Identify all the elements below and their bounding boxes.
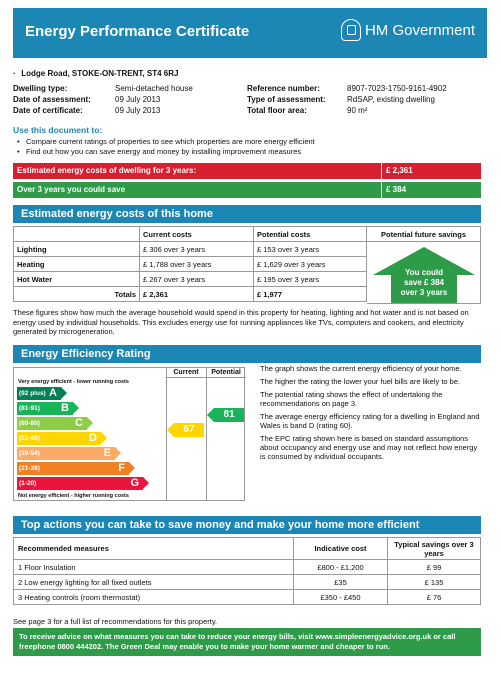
property-address <box>13 69 178 78</box>
band-range: (81-91) <box>19 404 40 412</box>
detail-value: Semi-detached house <box>115 84 193 93</box>
certificate-header <box>13 8 487 58</box>
rating-band-a <box>17 387 61 400</box>
savings-callout-line: save £ 384 <box>403 278 445 287</box>
table-header <box>14 227 140 242</box>
estimated-cost-value: £ 2,361 <box>381 163 413 179</box>
current-cost: £ 306 over 3 years <box>140 242 254 257</box>
costs-section-title: Estimated energy costs of this home <box>13 205 481 223</box>
efficient-caption: Very energy efficient - lower running costs <box>18 379 129 385</box>
rating-band-f <box>17 462 129 475</box>
eer-note: The average energy efficiency rating for a dwelling in England and Wales is band D (rating 60). <box>260 412 480 430</box>
property-details-left <box>13 84 193 117</box>
measure: 2 Low energy lighting for all fixed outlets <box>14 575 294 590</box>
table-header: Typical savings over 3 years <box>388 538 481 560</box>
certificate-date-row <box>13 106 193 117</box>
detail-value: RdSAP, existing dwelling <box>347 95 435 104</box>
typical-saving: £ 135 <box>388 575 481 590</box>
rating-band-e <box>17 447 115 460</box>
indicative-cost: £800 - £1,200 <box>294 560 388 575</box>
band-range: (39-54) <box>19 449 40 457</box>
savings-callout-line: You could <box>404 268 444 277</box>
detail-label: Type of assessment: <box>247 95 326 104</box>
rating-band-b <box>17 402 73 415</box>
indicative-cost: £35 <box>294 575 388 590</box>
savings-callout <box>389 268 459 298</box>
potential-column-header: Potential <box>206 368 246 378</box>
government-name: HM Government <box>364 21 475 39</box>
costs-explanation: These figures show how much the average household would spend in this property for heating, lighting and hot water and is not based on energy used by individual households. This excludes energy use for running appliances like TVs, computers and cookers, and electricity generated by microgeneration. <box>13 308 469 336</box>
use-document-list <box>17 137 315 157</box>
savings-label: Over 3 years you could save <box>17 185 126 194</box>
list-item: • Find out how you can save energy and money by installing improvement measures <box>17 147 315 157</box>
detail-label: Dwelling type: <box>13 84 68 93</box>
eer-note: The higher the rating the lower your fuel bills are likely to be. <box>260 377 461 386</box>
table-header-row <box>14 538 481 560</box>
assessment-date-row <box>13 95 193 106</box>
cost-category: Hot Water <box>14 272 140 287</box>
bullet-icon: · <box>13 69 16 78</box>
potential-cost: £ 153 over 3 years <box>254 242 367 257</box>
potential-savings-header: Potential future savings <box>367 227 480 242</box>
table-header: Potential costs <box>254 227 367 242</box>
rating-band-d <box>17 432 101 445</box>
current-column-header: Current <box>166 368 206 378</box>
energy-costs-table <box>13 226 367 302</box>
potential-rating-marker: 81 <box>214 408 244 422</box>
table-row <box>14 257 367 272</box>
table-header: Current costs <box>140 227 254 242</box>
current-cost: £ 267 over 3 years <box>140 272 254 287</box>
totals-label: Totals <box>14 287 140 302</box>
potential-cost: £ 195 over 3 years <box>254 272 367 287</box>
cost-category: Heating <box>14 257 140 272</box>
table-row <box>14 590 481 605</box>
measure: 3 Heating controls (room thermostat) <box>14 590 294 605</box>
see-page-note: See page 3 for a full list of recommendations for this property. <box>13 617 218 626</box>
rating-band-g <box>17 477 143 490</box>
actions-section-title: Top actions you can take to save money and make your home more efficient <box>13 516 481 534</box>
table-row <box>14 575 481 590</box>
assessment-type-row <box>247 95 447 106</box>
list-item: • Compare current ratings of properties to see which properties are more energy efficient <box>17 137 315 147</box>
detail-label: Date of certificate: <box>13 106 83 115</box>
band-range: (92 plus) <box>19 389 46 397</box>
band-letter: D <box>89 432 97 444</box>
column-divider <box>206 368 207 500</box>
table-header: Recommended measures <box>14 538 294 560</box>
potential-cost: £ 1,629 over 3 years <box>254 257 367 272</box>
band-range: (1-20) <box>19 479 37 487</box>
eer-notes <box>260 364 482 465</box>
inefficient-caption: Not energy efficient - higher running costs <box>18 493 129 499</box>
total-potential-cost: £ 1,977 <box>254 287 367 302</box>
table-header-row <box>14 227 367 242</box>
floor-area-row <box>247 106 447 117</box>
cost-category: Lighting <box>14 242 140 257</box>
detail-value: 90 m² <box>347 106 368 115</box>
measure: 1 Floor Insulation <box>14 560 294 575</box>
band-range: (55-68) <box>19 434 40 442</box>
band-letter: G <box>130 477 139 489</box>
savings-band <box>13 182 481 198</box>
band-letter: E <box>103 447 111 459</box>
detail-label: Date of assessment: <box>13 95 91 104</box>
band-range: (69-80) <box>19 419 40 427</box>
rating-band-c <box>17 417 87 430</box>
property-details-right <box>247 84 447 117</box>
detail-value: 09 July 2013 <box>115 95 161 104</box>
savings-value: £ 384 <box>381 182 406 198</box>
detail-label: Reference number: <box>247 84 320 93</box>
recommendations-table <box>13 537 481 605</box>
potential-savings-panel <box>367 226 481 304</box>
detail-value: 09 July 2013 <box>115 106 161 115</box>
current-rating-marker: 67 <box>174 423 204 437</box>
dwelling-type-row <box>13 84 193 95</box>
estimated-cost-label: Estimated energy costs of dwelling for 3 years: <box>17 166 197 175</box>
eer-note: The graph shows the current energy efficiency of your home. <box>260 364 462 373</box>
indicative-cost: £350 - £450 <box>294 590 388 605</box>
band-letter: F <box>118 462 125 474</box>
band-letter: A <box>49 387 57 399</box>
band-letter: C <box>75 417 83 429</box>
current-cost: £ 1,788 over 3 years <box>140 257 254 272</box>
address-text: Lodge Road, STOKE-ON-TRENT, ST4 6RJ <box>21 69 179 78</box>
estimated-cost-band <box>13 163 481 179</box>
eer-section-title: Energy Efficiency Rating <box>13 345 481 363</box>
table-header: Indicative cost <box>294 538 388 560</box>
advice-footer: To receive advice on what measures you can take to reduce your energy bills, visit www.simpleenergyadvice.org.uk or call freephone 0800 444202. The Green Deal may enable you to make your home warmer and cheaper to run. <box>13 628 481 656</box>
reference-number-row <box>247 84 447 95</box>
eer-note: The EPC rating shown here is based on standard assumptions about occupancy and energy use and may not reflect how energy is consumed by individual occupants. <box>260 434 478 461</box>
eer-note: The potential rating shows the effect of undertaking the recommendations on page 3. <box>260 390 443 408</box>
totals-row <box>14 287 367 302</box>
band-letter: B <box>61 402 69 414</box>
detail-value: 8907-7023-1750-9161-4902 <box>347 84 447 93</box>
government-logo <box>341 19 475 41</box>
total-current-cost: £ 2,361 <box>140 287 254 302</box>
detail-label: Total floor area: <box>247 106 307 115</box>
use-document-title: Use this document to: <box>13 125 103 135</box>
typical-saving: £ 76 <box>388 590 481 605</box>
savings-callout-line: over 3 years <box>400 288 448 297</box>
energy-rating-chart <box>13 367 245 501</box>
band-range: (21-38) <box>19 464 40 472</box>
table-row <box>14 560 481 575</box>
crest-icon <box>341 19 361 41</box>
table-row <box>14 242 367 257</box>
typical-saving: £ 99 <box>388 560 481 575</box>
table-row <box>14 272 367 287</box>
certificate-title: Energy Performance Certificate <box>25 23 250 40</box>
